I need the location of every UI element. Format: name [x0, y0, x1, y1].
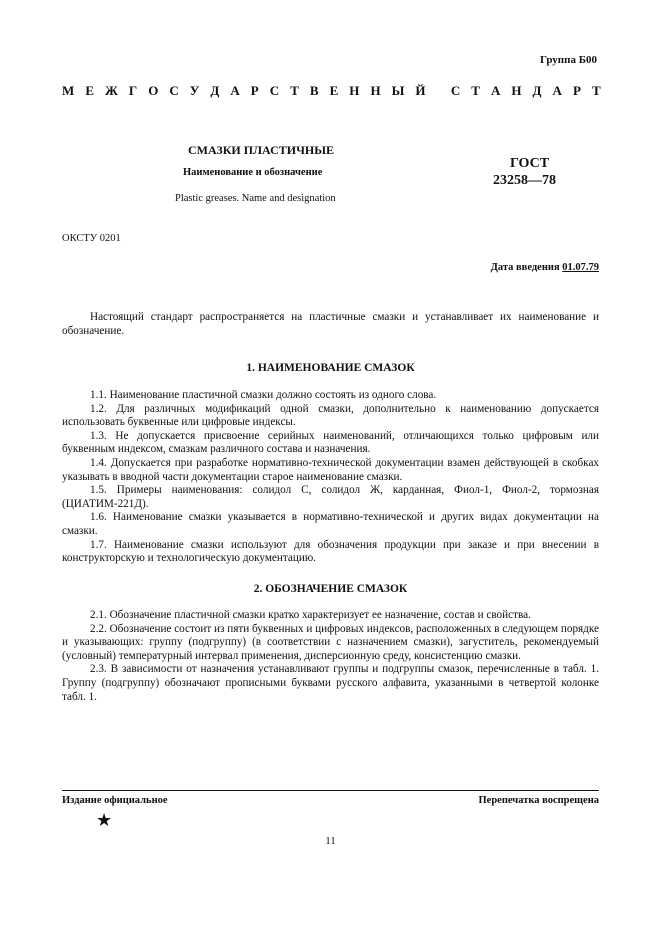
page-number: 11 [325, 835, 336, 847]
paragraph: 1.3. Не допускается присвоение серийных наименований, отличающихся только цифровым или буквенным индексом, смазкам различного состава и назначения. [62, 429, 599, 456]
banner-letter: Г [128, 83, 138, 98]
intro-text: Настоящий стандарт распространяется на пластичные смазки и устанавливает их наименование и обозначение. [62, 311, 599, 337]
document-subtitle: Наименование и обозначение [183, 167, 323, 178]
intro-paragraph [62, 311, 599, 338]
paragraph: 1.6. Наименование смазки указывается в нормативно-технической и других видах документации на смазки. [62, 511, 599, 537]
banner-letter: О [148, 83, 159, 98]
banner-letter: Е [85, 83, 94, 98]
gost-number: 23258—78 [493, 173, 556, 188]
banner-letter: Й [415, 83, 426, 98]
effective-date [491, 262, 599, 273]
paragraph: 2.3. В зависимости от назначения устанавливают группы и подгруппы смазок, перечисленные в табл. 1. Группу (подгруппу) обозначают прописными буквами русского алфавита, указанными в четвертой колонке табл. 1. [62, 663, 599, 703]
banner-letter: Ж [105, 83, 118, 98]
banner-letter: Н [349, 83, 360, 98]
banner-letter: С [169, 83, 179, 98]
paragraph: 2.2. Обозначение состоит из пяти буквенных и цифровых индексов, расположенных в следующем порядке и указывающих: группу (подгруппу) (в соответствии с назначением смазки), загуститель, рекомендуемый (условный) температурный интервал применения, дисперсионную среду, консистенцию смазки. [62, 622, 599, 662]
banner-letter: Д [532, 83, 542, 98]
banner-letter: Ы [391, 83, 405, 98]
paragraph: 1.1. Наименование пластичной смазки должно состоять из одного слова. [90, 389, 437, 401]
paragraph: 1.5. Примеры наименования: солидол С, солидол Ж, карданная, Фиол-1, Фиол-2, тормозная (ЦИАТИМ-221Д). [62, 484, 599, 510]
banner-letter: У [189, 83, 200, 98]
banner-letter: Р [572, 83, 581, 98]
banner-gap [437, 83, 440, 99]
paragraph: 2.1. Обозначение пластичной смазки кратко характеризует ее назначение, состав и свойства. [90, 609, 531, 621]
document-title: СМАЗКИ ПЛАСТИЧНЫЕ [188, 143, 335, 157]
banner-letter: Т [471, 83, 480, 98]
banner-letter: Р [250, 83, 259, 98]
group-code: Группа Б00 [540, 54, 597, 66]
star-icon: ★ [96, 810, 113, 830]
banner-letter: Т [591, 83, 601, 98]
banner-letter: А [230, 83, 240, 98]
banner-letter: А [552, 83, 562, 98]
gost-label: ГОСТ [510, 156, 550, 171]
footer-divider [62, 790, 599, 791]
effective-date-value: 01.07.79 [562, 262, 599, 273]
banner-letter: Т [290, 83, 299, 98]
banner-letter: С [269, 83, 280, 98]
section-1-heading: 1. НАИМЕНОВАНИЕ СМАЗОК [246, 362, 415, 374]
section-1-body [62, 389, 599, 566]
interstate-standard-banner [62, 83, 601, 99]
section-2-body [62, 609, 599, 704]
paragraph: 1.2. Для различных модификаций одной смазки, дополнительно к наименованию допускается использовать буквенные или цифровые индексы. [62, 402, 599, 429]
banner-letter: Д [210, 83, 220, 98]
document-title-english: Plastic greases. Name and designation [175, 193, 336, 204]
banner-letter: М [62, 83, 75, 98]
reprint-prohibited-label: Перепечатка воспрещена [478, 795, 599, 806]
banner-letter: С [450, 83, 461, 98]
okstu-code: ОКСТУ 0201 [62, 233, 121, 244]
effective-date-label: Дата введения [490, 262, 563, 273]
section-2-heading: 2. ОБОЗНАЧЕНИЕ СМАЗОК [253, 583, 408, 595]
banner-letter: А [490, 83, 501, 98]
paragraph: 1.7. Наименование смазки используют для обозначения продукции при заказе и при внесении в конструкторскую и технологическую документацию. [62, 538, 599, 565]
official-edition-label: Издание официальное [62, 795, 168, 806]
banner-letter: В [309, 83, 319, 98]
banner-letter: Е [329, 83, 339, 98]
banner-letter: Н [370, 83, 381, 98]
paragraph: 1.4. Допускается при разработке нормативно-технической документации взамен действующей в скобках указывать в вводной части документации старое наименование смазки. [62, 456, 599, 483]
banner-letter: Н [511, 83, 522, 98]
